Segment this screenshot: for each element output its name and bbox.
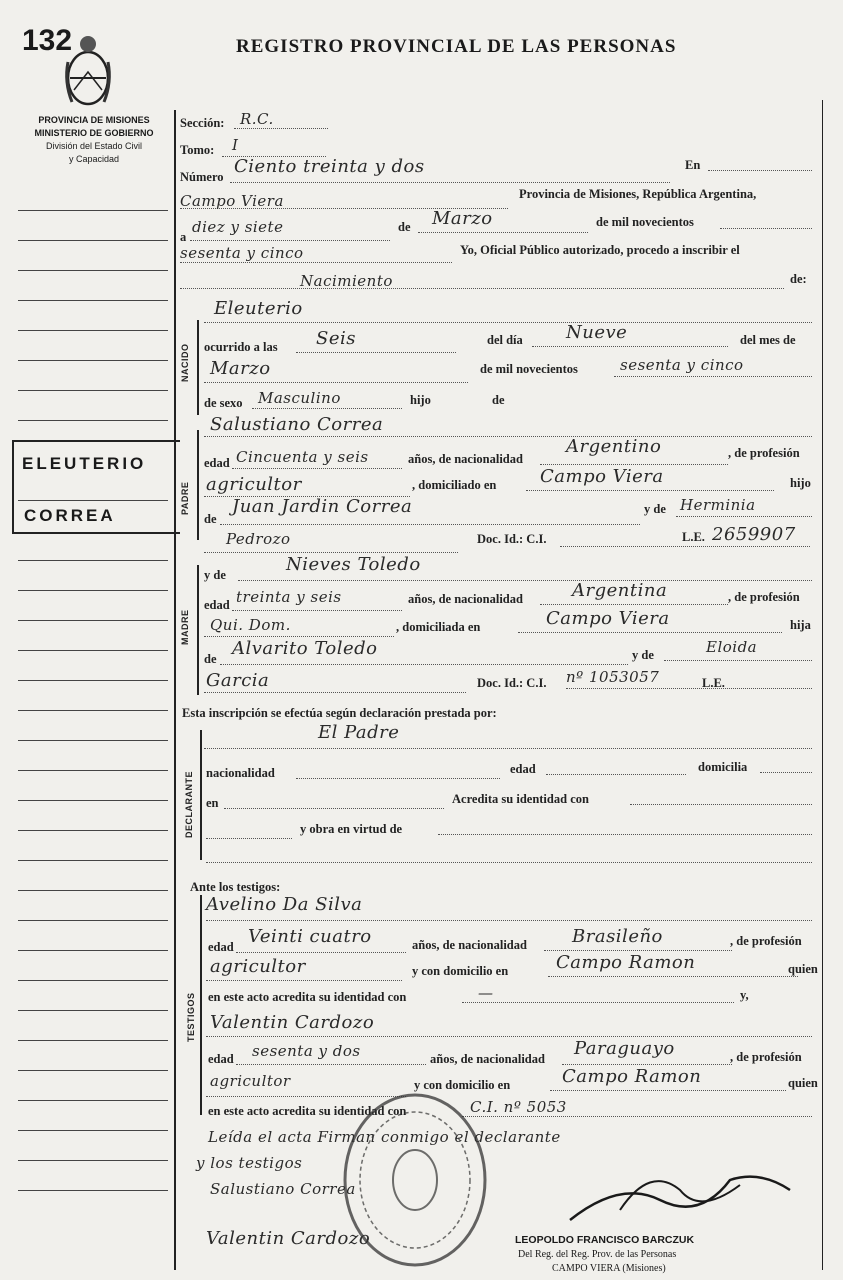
field-line (204, 636, 394, 637)
official-name: LEOPOLDO FRANCISCO BARCZUK (515, 1234, 695, 1246)
field-line (540, 464, 728, 465)
abuelo-materno: Alvarito Toledo (232, 638, 378, 659)
acto-value: Nacimiento (300, 272, 393, 290)
field-line (462, 1116, 812, 1117)
field-line (614, 376, 812, 377)
obra-label: y obra en virtud de (300, 822, 403, 836)
hija-label: hija (790, 618, 811, 632)
testigo1-edad: Veinti cuatro (248, 926, 372, 947)
field-line (180, 262, 452, 263)
field-line (206, 838, 292, 839)
y-de-label: y de (644, 502, 666, 516)
declarante-value: El Padre (318, 722, 400, 743)
anos-nacionalidad-label: años, de nacionalidad (408, 592, 523, 606)
declaracion-text: Esta inscripción se efectúa según declaración prestada por: (182, 706, 497, 720)
field-line (562, 1064, 732, 1065)
abuela-paterna-1: Herminia (680, 496, 756, 514)
acredita-label: en este acto acredita su identidad con (208, 1104, 407, 1118)
org-line: División del Estado Civil (45, 141, 143, 151)
field-line (234, 128, 328, 129)
profesion-label: , de profesión (728, 446, 800, 460)
margin-note-line: ELEUTERIO (22, 454, 147, 473)
field-line (204, 748, 812, 749)
field-line (676, 516, 812, 517)
padre-edad: Cincuenta y seis (236, 448, 369, 466)
field-line (518, 632, 782, 633)
testigo1-acredita: — (478, 984, 494, 1002)
field-line (438, 834, 812, 835)
nacionalidad-label: nacionalidad (206, 766, 275, 780)
madre-doc: nº 1053057 (566, 668, 660, 686)
y-label: y, (740, 988, 749, 1002)
sexo-label: de sexo (204, 396, 243, 410)
section-bar-madre (197, 565, 199, 695)
field-line (252, 408, 402, 409)
quien-label: quien (788, 962, 818, 976)
de-label: de (204, 652, 217, 666)
field-line (180, 288, 784, 289)
mes-nac-value: Marzo (210, 358, 271, 379)
a-label: a (180, 230, 187, 244)
padre-domicilio: Campo Viera (540, 466, 664, 487)
section-bar-nacido (197, 320, 199, 415)
field-line (204, 692, 466, 693)
provincia-text: Provincia de Misiones, República Argentina, (519, 187, 757, 201)
padre-nacionalidad: Argentino (566, 436, 662, 457)
field-line (296, 778, 500, 779)
mes-value: Marzo (432, 208, 493, 229)
edad-label: edad (204, 598, 230, 612)
padre-doc: 2659907 (712, 524, 796, 545)
madre-domicilio: Campo Viera (546, 608, 670, 629)
field-line (566, 688, 812, 689)
de-label: de (398, 220, 411, 234)
field-line (220, 524, 640, 525)
padre-profesion: agricultor (206, 474, 302, 495)
madre-profesion: Qui. Dom. (210, 616, 291, 634)
section-label-declarante: DECLARANTE (184, 771, 194, 838)
cierre-line-1: Leída el acta Firman conmigo el declarante (208, 1128, 561, 1146)
field-line (462, 1002, 734, 1003)
abuela-materna-2: Garcia (206, 670, 270, 691)
y-de-label: y de (204, 568, 226, 582)
padre-nombre: Salustiano Correa (210, 414, 384, 435)
field-line (296, 352, 456, 353)
anos-nacionalidad-label: años, de nacionalidad (408, 452, 523, 466)
le-label: L.E. (702, 676, 725, 690)
tomo-label: Tomo: (180, 143, 215, 157)
org-block (12, 114, 176, 166)
coat-of-arms-icon (62, 32, 114, 110)
field-line (544, 950, 732, 951)
section-label-nacido: NACIDO (180, 343, 190, 382)
margin-note-box (12, 440, 180, 534)
anos-nacionalidad-label: años, de nacionalidad (412, 938, 527, 952)
madre-nombre: Nieves Toledo (286, 554, 421, 575)
field-line (236, 952, 406, 953)
field-line (232, 610, 402, 611)
dia-nac-value: Nueve (566, 322, 628, 343)
field-line (236, 1064, 426, 1065)
right-border (822, 100, 823, 1270)
testigo1-domicilio: Campo Ramon (556, 952, 696, 973)
org-line: PROVINCIA DE MISIONES (38, 115, 150, 125)
field-line (206, 862, 812, 863)
de-label: de (204, 512, 217, 526)
field-line (708, 170, 812, 171)
testigo1-nacionalidad: Brasileño (572, 926, 663, 947)
firma-testigo: Valentin Cardozo (206, 1228, 371, 1249)
testigos-label: Ante los testigos: (190, 880, 281, 894)
edad-label: edad (510, 762, 536, 776)
field-line (204, 322, 812, 323)
mil-label: de mil novecientos (480, 362, 578, 376)
anos-nacionalidad-label: años, de nacionalidad (430, 1052, 545, 1066)
abuela-paterna-2: Pedrozo (226, 530, 291, 548)
de-colon-label: de: (790, 272, 807, 286)
nombre-value: Eleuterio (214, 298, 303, 319)
doc-id-label: Doc. Id.: C.I. (477, 532, 547, 546)
oficial-text: Yo, Oficial Público autorizado, procedo a inscribir el (460, 243, 740, 257)
org-line: MINISTERIO DE GOBIERNO (34, 128, 154, 138)
field-line (664, 660, 812, 661)
field-line (550, 1090, 786, 1091)
official-title: Del Reg. del Reg. Prov. de las Personas (518, 1249, 677, 1260)
official-signature-icon (560, 1160, 800, 1230)
del-dia-label: del día (487, 333, 523, 347)
testigo1-nombre: Avelino Da Silva (206, 894, 363, 915)
main-border (174, 110, 176, 1270)
field-line (224, 808, 444, 809)
edad-label: edad (204, 456, 230, 470)
testigo2-acredita: C.I. nº 5053 (470, 1098, 567, 1116)
anio-value: sesenta y cinco (180, 244, 304, 262)
testigo2-edad: sesenta y dos (252, 1042, 361, 1060)
lugar-value: Campo Viera (180, 192, 284, 210)
page-number: 132 (22, 24, 73, 57)
field-line (204, 436, 812, 437)
testigo2-nombre: Valentin Cardozo (210, 1012, 375, 1033)
profesion-label: , de profesión (730, 934, 802, 948)
en-label: En (685, 158, 701, 172)
anio-nac-value: sesenta y cinco (620, 356, 744, 374)
profesion-label: , de profesión (728, 590, 800, 604)
field-line (206, 1036, 812, 1037)
profesion-label: , de profesión (730, 1050, 802, 1064)
field-line (206, 980, 402, 981)
field-line (190, 240, 390, 241)
y-de-label: y de (632, 648, 654, 662)
org-line: y Capacidad (68, 154, 120, 164)
doc-id-label: Doc. Id.: C.I. (477, 676, 547, 690)
field-line (560, 546, 810, 547)
official-place: CAMPO VIERA (Misiones) (552, 1263, 666, 1274)
le-label: L.E. (682, 530, 705, 544)
acredita-label: en este acto acredita su identidad con (208, 990, 407, 1004)
testigo2-domicilio: Campo Ramon (562, 1066, 702, 1087)
section-label-padre: PADRE (180, 481, 190, 515)
field-line (232, 468, 402, 469)
section-label-testigos: TESTIGOS (186, 992, 196, 1042)
field-line (220, 664, 628, 665)
hora-value: Seis (316, 328, 356, 349)
field-line (532, 346, 728, 347)
margin-note-line: CORREA (24, 506, 116, 525)
tomo-value: I (232, 136, 239, 154)
official-stamp-icon (340, 1090, 490, 1270)
madre-nacionalidad: Argentina (572, 580, 668, 601)
sexo-value: Masculino (258, 389, 341, 407)
document-title: REGISTRO PROVINCIAL DE LAS PERSONAS (236, 36, 677, 57)
numero-value: Ciento treinta y dos (234, 156, 425, 177)
field-line (206, 920, 812, 921)
con-domicilio-label: y con domicilio en (414, 1078, 511, 1092)
domiciliada-label: , domiciliada en (396, 620, 481, 634)
hijo-label: hijo (410, 393, 431, 407)
section-bar-declarante (200, 730, 202, 860)
field-line (630, 804, 812, 805)
field-line (760, 772, 812, 773)
abuelo-paterno: Juan Jardin Correa (232, 496, 413, 517)
firma-padre: Salustiano Correa (210, 1180, 356, 1198)
acredita-label: Acredita su identidad con (452, 792, 589, 806)
domiciliado-label: , domiciliado en (412, 478, 497, 492)
field-line (230, 182, 670, 183)
quien-label: quien (788, 1076, 818, 1090)
en-label: en (206, 796, 219, 810)
madre-edad: treinta y seis (236, 588, 342, 606)
field-line (720, 228, 812, 229)
seccion-value: R.C. (240, 110, 274, 128)
cierre-line-2: y los testigos (196, 1154, 303, 1172)
field-line (546, 774, 686, 775)
del-mes-label: del mes de (740, 333, 796, 347)
mil-text: de mil novecientos (596, 215, 694, 229)
con-domicilio-label: y con domicilio en (412, 964, 509, 978)
field-line (238, 580, 812, 581)
field-line (548, 976, 798, 977)
seccion-label: Sección: (180, 116, 225, 130)
field-line (540, 604, 728, 605)
field-line (204, 382, 468, 383)
de-label: de (492, 393, 505, 407)
ocurrido-label: ocurrido a las (204, 340, 278, 354)
section-label-madre: MADRE (180, 609, 190, 645)
domicilia-label: domicilia (698, 760, 748, 774)
section-bar-testigos (200, 895, 202, 1115)
dia-value: diez y siete (192, 218, 284, 236)
edad-label: edad (208, 1052, 234, 1066)
abuela-materna-1: Eloida (706, 638, 758, 656)
section-bar-padre (197, 430, 199, 540)
field-line (204, 552, 458, 553)
field-line (418, 232, 588, 233)
numero-label: Número (180, 170, 224, 184)
testigo2-profesion: agricultor (210, 1072, 291, 1090)
field-line (526, 490, 774, 491)
testigo1-profesion: agricultor (210, 956, 306, 977)
edad-label: edad (208, 940, 234, 954)
testigo2-nacionalidad: Paraguayo (574, 1038, 675, 1059)
hijo-label: hijo (790, 476, 811, 490)
